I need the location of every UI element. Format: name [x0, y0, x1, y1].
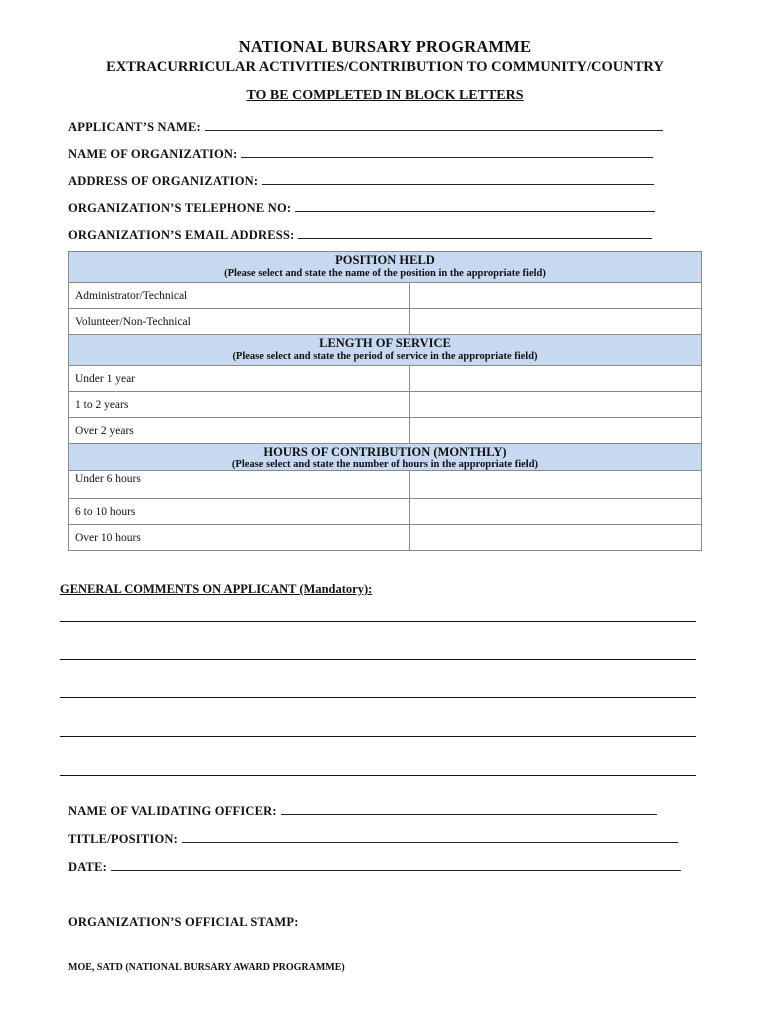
hours-value-cell[interactable] — [410, 525, 702, 551]
comments-label: GENERAL COMMENTS ON APPLICANT (Mandatory): — [60, 582, 373, 596]
table-row — [69, 418, 702, 444]
applicant-name-row — [68, 118, 663, 135]
activity-table — [68, 251, 702, 551]
position-header — [69, 252, 702, 283]
hours-heading: HOURS OF CONTRIBUTION (MONTHLY) — [263, 445, 507, 459]
service-option: Under 1 year — [69, 366, 410, 392]
form-footer: MOE, SATD (NATIONAL BURSARY AWARD PROGRAMME) — [68, 962, 345, 973]
applicant-name-input[interactable] — [205, 118, 663, 131]
title-position-row — [68, 830, 678, 847]
title-position-input[interactable] — [182, 830, 678, 843]
organization-name-row — [68, 145, 653, 162]
stamp-label: ORGANIZATION’S OFFICIAL STAMP: — [68, 915, 299, 929]
applicant-name-label: APPLICANT’S NAME: — [68, 120, 201, 134]
organization-address-row — [68, 172, 654, 189]
position-heading: POSITION HELD — [335, 253, 435, 267]
service-value-cell[interactable] — [410, 392, 702, 418]
organization-phone-input[interactable] — [295, 199, 655, 212]
hours-option: 6 to 10 hours — [69, 499, 410, 525]
table-row — [69, 499, 702, 525]
hours-note: (Please select and state the number of hours in the appropriate field) — [231, 459, 539, 470]
hours-value-cell[interactable] — [410, 471, 702, 499]
date-label: DATE: — [68, 860, 107, 874]
table-row — [69, 392, 702, 418]
organization-email-label: ORGANIZATION’S EMAIL ADDRESS: — [68, 228, 295, 242]
organization-email-input[interactable] — [298, 226, 652, 239]
table-row — [69, 366, 702, 392]
hours-header — [69, 444, 702, 471]
comments-line[interactable] — [60, 736, 696, 737]
organization-name-input[interactable] — [241, 145, 653, 158]
position-option: Volunteer/Non-Technical — [69, 309, 410, 335]
officer-name-label: NAME OF VALIDATING OFFICER: — [68, 804, 277, 818]
table-row — [69, 309, 702, 335]
organization-address-input[interactable] — [262, 172, 654, 185]
position-note: (Please select and state the name of the position in the appropriate field) — [224, 268, 546, 279]
officer-name-row — [68, 802, 657, 819]
date-row — [68, 858, 681, 875]
organization-phone-label: ORGANIZATION’S TELEPHONE NO: — [68, 201, 292, 215]
organization-address-label: ADDRESS OF ORGANIZATION: — [68, 174, 259, 188]
hours-option: Under 6 hours — [69, 471, 410, 499]
service-value-cell[interactable] — [410, 366, 702, 392]
service-heading: LENGTH OF SERVICE — [319, 336, 451, 350]
position-value-cell[interactable] — [410, 309, 702, 335]
organization-phone-row — [68, 199, 655, 216]
title-position-label: TITLE/POSITION: — [68, 832, 178, 846]
service-option: Over 2 years — [69, 418, 410, 444]
service-note: (Please select and state the period of service in the appropriate field) — [232, 351, 538, 362]
instruction-text: TO BE COMPLETED IN BLOCK LETTERS — [246, 88, 524, 103]
service-value-cell[interactable] — [410, 418, 702, 444]
date-input[interactable] — [111, 858, 681, 871]
table-row — [69, 471, 702, 499]
comments-line[interactable] — [60, 775, 696, 776]
form-subtitle: EXTRACURRICULAR ACTIVITIES/CONTRIBUTION TO COMMUNITY/COUNTRY — [106, 59, 664, 75]
service-header — [69, 335, 702, 366]
table-row — [69, 283, 702, 309]
table-row — [69, 525, 702, 551]
comments-line[interactable] — [60, 621, 696, 622]
organization-email-row — [68, 226, 652, 243]
service-option: 1 to 2 years — [69, 392, 410, 418]
comments-line[interactable] — [60, 697, 696, 698]
hours-option: Over 10 hours — [69, 525, 410, 551]
hours-value-cell[interactable] — [410, 499, 702, 525]
organization-name-label: NAME OF ORGANIZATION: — [68, 147, 238, 161]
comments-line[interactable] — [60, 659, 696, 660]
officer-name-input[interactable] — [281, 802, 657, 815]
form-title: NATIONAL BURSARY PROGRAMME — [238, 37, 532, 56]
position-value-cell[interactable] — [410, 283, 702, 309]
position-option: Administrator/Technical — [69, 283, 410, 309]
form-instruction — [0, 88, 770, 104]
